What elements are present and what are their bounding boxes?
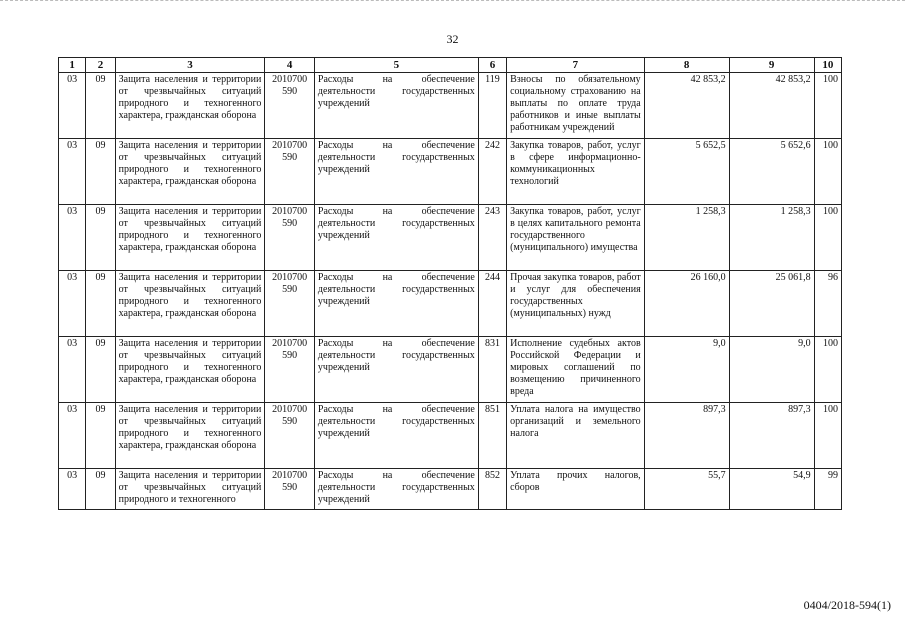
expense-type-code: 119 [478,73,506,139]
target-article-code: 2010700 590 [265,205,315,271]
target-article-name: Расходы на обеспечение деятельности государственных учреждений [314,73,478,139]
section-code: 03 [59,469,86,510]
section-code: 03 [59,139,86,205]
subsection-code: 09 [86,73,115,139]
page-number: 32 [446,32,459,46]
table-row [59,139,842,205]
executed-amount: 25 061,8 [729,271,814,337]
subsection-name: Защита населения и территории от чрезвычайных ситуаций природного и техногенного [115,469,265,510]
subsection-name: Защита населения и территории от чрезвычайных ситуаций природного и техногенного характера, гражданская оборона [115,403,265,469]
expense-type-name: Уплата прочих налогов, сборов [507,469,645,510]
header-col-7: 7 [507,58,645,73]
executed-amount: 897,3 [729,403,814,469]
document-code: 0404/2018-594(1) [803,598,891,612]
subsection-name: Защита населения и территории от чрезвычайных ситуаций природного и техногенного характера, гражданская оборона [115,205,265,271]
section-code: 03 [59,271,86,337]
target-article-name: Расходы на обеспечение деятельности государственных учреждений [314,469,478,510]
table-row [59,271,842,337]
executed-amount: 9,0 [729,337,814,403]
execution-percent: 100 [814,73,841,139]
table-row [59,403,842,469]
header-col-2: 2 [86,58,115,73]
planned-amount: 26 160,0 [644,271,729,337]
execution-percent: 100 [814,403,841,469]
section-code: 03 [59,205,86,271]
expense-type-code: 831 [478,337,506,403]
execution-percent: 100 [814,139,841,205]
subsection-code: 09 [86,205,115,271]
executed-amount: 54,9 [729,469,814,510]
subsection-name: Защита населения и территории от чрезвычайных ситуаций природного и техногенного характера, гражданская оборона [115,139,265,205]
expense-type-name: Закупка товаров, работ, услуг в целях капитального ремонта государственного (муниципального) имущества [507,205,645,271]
header-col-10: 10 [814,58,841,73]
target-article-code: 2010700 590 [265,271,315,337]
header-col-1: 1 [59,58,86,73]
planned-amount: 5 652,5 [644,139,729,205]
expense-type-code: 243 [478,205,506,271]
execution-percent: 96 [814,271,841,337]
header-col-4: 4 [265,58,315,73]
subsection-name: Защита населения и территории от чрезвычайных ситуаций природного и техногенного характера, гражданская оборона [115,73,265,139]
execution-percent: 100 [814,205,841,271]
table-row [59,205,842,271]
target-article-code: 2010700 590 [265,337,315,403]
expense-type-code: 851 [478,403,506,469]
expense-type-name: Закупка товаров, работ, услуг в сфере информационно-коммуникационных технологий [507,139,645,205]
target-article-code: 2010700 590 [265,139,315,205]
planned-amount: 1 258,3 [644,205,729,271]
subsection-code: 09 [86,469,115,510]
executed-amount: 5 652,6 [729,139,814,205]
header-col-8: 8 [644,58,729,73]
header-row [59,58,842,73]
target-article-name: Расходы на обеспечение деятельности государственных учреждений [314,139,478,205]
target-article-name: Расходы на обеспечение деятельности государственных учреждений [314,271,478,337]
subsection-code: 09 [86,271,115,337]
execution-percent: 99 [814,469,841,510]
expense-type-name: Прочая закупка товаров, работ и услуг для обеспечения государственных (муниципальных) нужд [507,271,645,337]
target-article-name: Расходы на обеспечение деятельности государственных учреждений [314,337,478,403]
header-col-6: 6 [478,58,506,73]
subsection-code: 09 [86,139,115,205]
subsection-name: Защита населения и территории от чрезвычайных ситуаций природного и техногенного характера, гражданская оборона [115,337,265,403]
budget-execution-table [58,57,842,510]
table-row [59,73,842,139]
target-article-code: 2010700 590 [265,73,315,139]
executed-amount: 42 853,2 [729,73,814,139]
table-row [59,469,842,510]
executed-amount: 1 258,3 [729,205,814,271]
target-article-name: Расходы на обеспечение деятельности государственных учреждений [314,403,478,469]
execution-percent: 100 [814,337,841,403]
target-article-name: Расходы на обеспечение деятельности государственных учреждений [314,205,478,271]
target-article-code: 2010700 590 [265,403,315,469]
planned-amount: 42 853,2 [644,73,729,139]
header-col-5: 5 [314,58,478,73]
planned-amount: 55,7 [644,469,729,510]
scan-edge-line [0,0,905,2]
expense-type-code: 852 [478,469,506,510]
planned-amount: 897,3 [644,403,729,469]
subsection-code: 09 [86,337,115,403]
target-article-code: 2010700 590 [265,469,315,510]
expense-type-name: Взносы по обязательному социальному страхованию на выплаты по оплате труда работников и иные выплаты работникам учреждений [507,73,645,139]
subsection-code: 09 [86,403,115,469]
expense-type-code: 244 [478,271,506,337]
expense-type-name: Уплата налога на имущество организаций и земельного налога [507,403,645,469]
section-code: 03 [59,337,86,403]
section-code: 03 [59,73,86,139]
expense-type-name: Исполнение судебных актов Российской Федерации и мировых соглашений по возмещению причиненного вреда [507,337,645,403]
section-code: 03 [59,403,86,469]
subsection-name: Защита населения и территории от чрезвычайных ситуаций природного и техногенного характера, гражданская оборона [115,271,265,337]
table-row [59,337,842,403]
planned-amount: 9,0 [644,337,729,403]
header-col-9: 9 [729,58,814,73]
expense-type-code: 242 [478,139,506,205]
header-col-3: 3 [115,58,265,73]
